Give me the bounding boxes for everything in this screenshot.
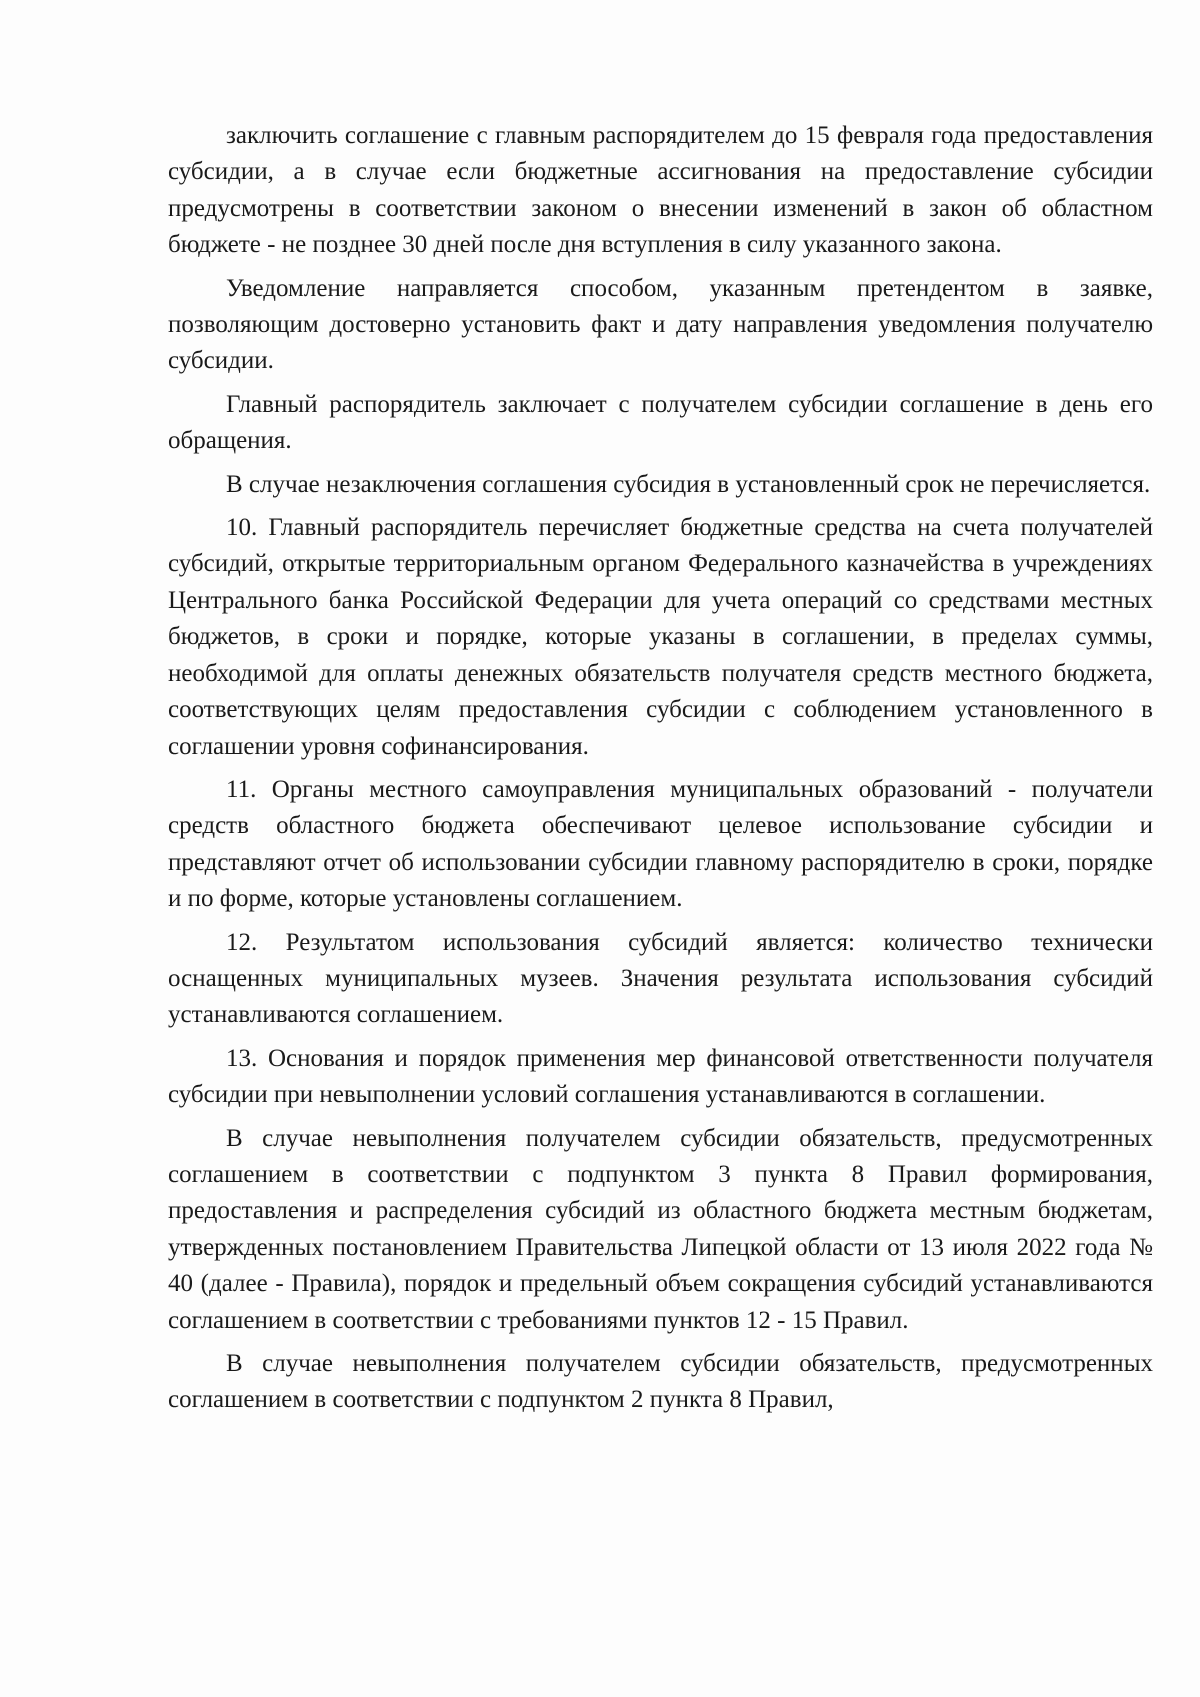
paragraph-10: В случае невыполнения получателем субсидии обязательств, предусмотренных соглашением в соответствии с подпунктом 2 пункта 8 Правил, [168, 1350, 1153, 1414]
paragraph-2: Уведомление направляется способом, указанным претендентом в заявке, позволяющим достоверно установить факт и дату направления уведомления получателю субсидии. [168, 274, 1153, 375]
paragraph-3: Главный распорядитель заключает с получателем субсидии соглашение в день его обращения. [168, 390, 1153, 455]
document-body [168, 118, 1153, 1426]
paragraph-4: В случае незаключения соглашения субсидия в установленный срок не перечисляется. [226, 470, 1151, 498]
paragraph-6: 11. Органы местного самоуправления муниципальных образований - получатели средств областного бюджета обеспечивают целевое использование субсидии и представляют отчет об использовании субсидии главному распорядителю в сроки, порядке и по форме, которые установлены соглашением. [168, 775, 1153, 913]
paragraph-1: заключить соглашение с главным распорядителем до 15 февраля года предоставления субсидии, а в случае если бюджетные ассигнования на предоставление субсидии предусмотрены в соответствии законом о внесении изменений в закон об областном бюджете - не позднее 30 дней после дня вступления в силу указанного закона. [168, 122, 1153, 259]
paragraph-9: В случае невыполнения получателем субсидии обязательств, предусмотренных соглашением в соответствии с подпунктом 3 пункта 8 Правил формирования, предоставления и распределения субсидий из областного бюджета местным бюджетам, утвержденных постановлением Правительства Липецкой области от 13 июля 2022 года № 40 (далее - Правила), порядок и предельный объем сокращения субсидий устанавливаются соглашением в соответствии с требованиями пунктов 12 - 15 Правил. [168, 1124, 1153, 1334]
paragraph-7: 12. Результатом использования субсидий является: количество технически оснащенных муниципальных музеев. Значения результата использования субсидий устанавливаются соглашением. [168, 928, 1153, 1029]
paragraph-5: 10. Главный распорядитель перечисляет бюджетные средства на счета получателей субсидий, открытые территориальным органом Федерального казначейства в учреждениях Центрального банка Российской Федерации для учета операций со средствами местных бюджетов, в сроки и порядке, которые указаны в соглашении, в пределах суммы, необходимой для оплаты денежных обязательств получателя средств местного бюджета, соответствующих целям предоставления субсидии с соблюдением установленного в соглашении уровня софинансирования. [168, 514, 1153, 760]
paragraph-8: 13. Основания и порядок применения мер финансовой ответственности получателя субсидии при невыполнении условий соглашения устанавливаются в соглашении. [168, 1044, 1153, 1109]
